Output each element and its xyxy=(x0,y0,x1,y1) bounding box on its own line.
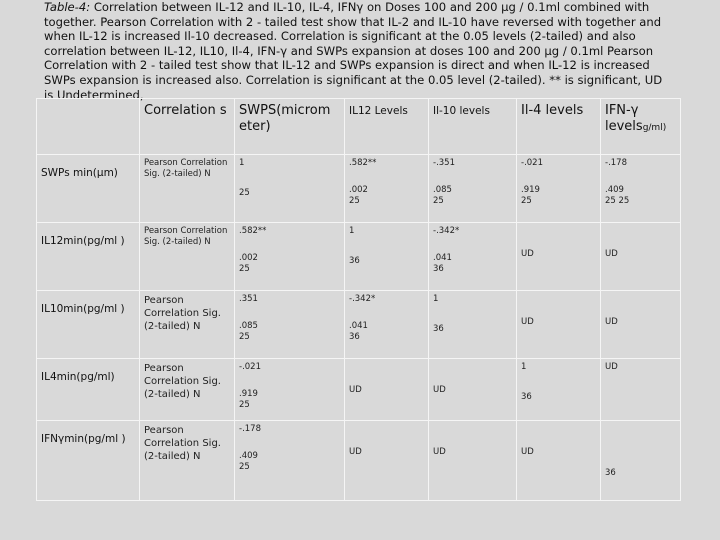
cell-swps: .351 .085 25 xyxy=(235,291,345,359)
cell-ifn: UD xyxy=(601,291,681,359)
stat-labels: Pearson Correlation Sig. (2-tailed) N xyxy=(140,155,235,223)
cell-swps: .582** .002 25 xyxy=(235,223,345,291)
cell-il10: -.342* .041 36 xyxy=(429,223,517,291)
caption-text: Correlation between IL-12 and IL-10, IL-4, IFNγ on Doses 100 and 200 µg / 0.1ml combined with together. Pearson Correlation with 2 - tailed test show that IL-2 and IL-10 have reversed with together and when IL-12 is increased Il-10 decreased. Correlation is significant at the 0.05 levels (2-tailed) and also correlation between IL-12, IL10, Il-4, IFN-γ and SWPs expansion at doses 100 and 200 µg / 0.1ml Pearson Correlation with 2 - tailed test show that IL-12 and SWPs expansion is direct and when IL-12 is increased SWPs expansion is increased also. Correlation is significant at the 0.05 level (2-tailed). ** is significant, UD is Undetermined, xyxy=(44,0,663,102)
header-il4: Il-4 levels xyxy=(517,99,601,155)
caption-label: Table-4: xyxy=(44,0,91,14)
header-il12: IL12 Levels xyxy=(345,99,429,155)
cell-swps: -.178 .409 25 xyxy=(235,421,345,501)
row-label: IFNγmin(pg/ml ) xyxy=(37,421,140,501)
row-label: IL12min(pg/ml ) xyxy=(37,223,140,291)
header-correlations: Correlation s xyxy=(140,99,235,155)
cell-ifn: UD xyxy=(601,359,681,421)
row-label: SWPs min(µm) xyxy=(37,155,140,223)
header-swps: SWPS(microm eter) xyxy=(235,99,345,155)
stat-labels: Pearson Correlation Sig. (2-tailed) N xyxy=(140,291,235,359)
cell-il10: UD xyxy=(429,421,517,501)
row-label: IL4min(pg/ml) xyxy=(37,359,140,421)
cell-il12: .582** .002 25 xyxy=(345,155,429,223)
row-label: IL10min(pg/ml ) xyxy=(37,291,140,359)
cell-swps: 1 25 xyxy=(235,155,345,223)
stat-labels: Pearson Correlation Sig. (2-tailed) N xyxy=(140,421,235,501)
cell-il4: UD xyxy=(517,421,601,501)
header-row xyxy=(37,99,681,155)
cell-il4: -.021 .919 25 xyxy=(517,155,601,223)
cell-il12: 1 36 xyxy=(345,223,429,291)
stat-labels: Pearson Correlation Sig. (2-tailed) N xyxy=(140,359,235,421)
table-row xyxy=(37,291,681,359)
stat-labels: Pearson Correlation Sig. (2-tailed) N xyxy=(140,223,235,291)
table-row xyxy=(37,155,681,223)
cell-swps: -.021 .919 25 xyxy=(235,359,345,421)
header-empty xyxy=(37,99,140,155)
table-caption xyxy=(44,0,674,102)
header-ifn-unit: g/ml) xyxy=(642,123,667,133)
header-ifn xyxy=(601,99,681,155)
correlation-table xyxy=(36,98,681,501)
cell-il10: -.351 .085 25 xyxy=(429,155,517,223)
header-il10: Il-10 levels xyxy=(429,99,517,155)
cell-il4: UD xyxy=(517,223,601,291)
table-row xyxy=(37,359,681,421)
cell-il10: 1 36 xyxy=(429,291,517,359)
cell-il12: -.342* .041 36 xyxy=(345,291,429,359)
cell-il12: UD xyxy=(345,421,429,501)
table-row xyxy=(37,223,681,291)
table-row xyxy=(37,421,681,501)
cell-ifn: 36 xyxy=(601,421,681,501)
header-ifn-label: IFN-γ levels xyxy=(605,103,643,134)
cell-ifn: UD xyxy=(601,223,681,291)
cell-il4: 1 36 xyxy=(517,359,601,421)
cell-il12: UD xyxy=(345,359,429,421)
cell-il4: UD xyxy=(517,291,601,359)
cell-ifn: -.178 .409 25 25 xyxy=(601,155,681,223)
cell-il10: UD xyxy=(429,359,517,421)
